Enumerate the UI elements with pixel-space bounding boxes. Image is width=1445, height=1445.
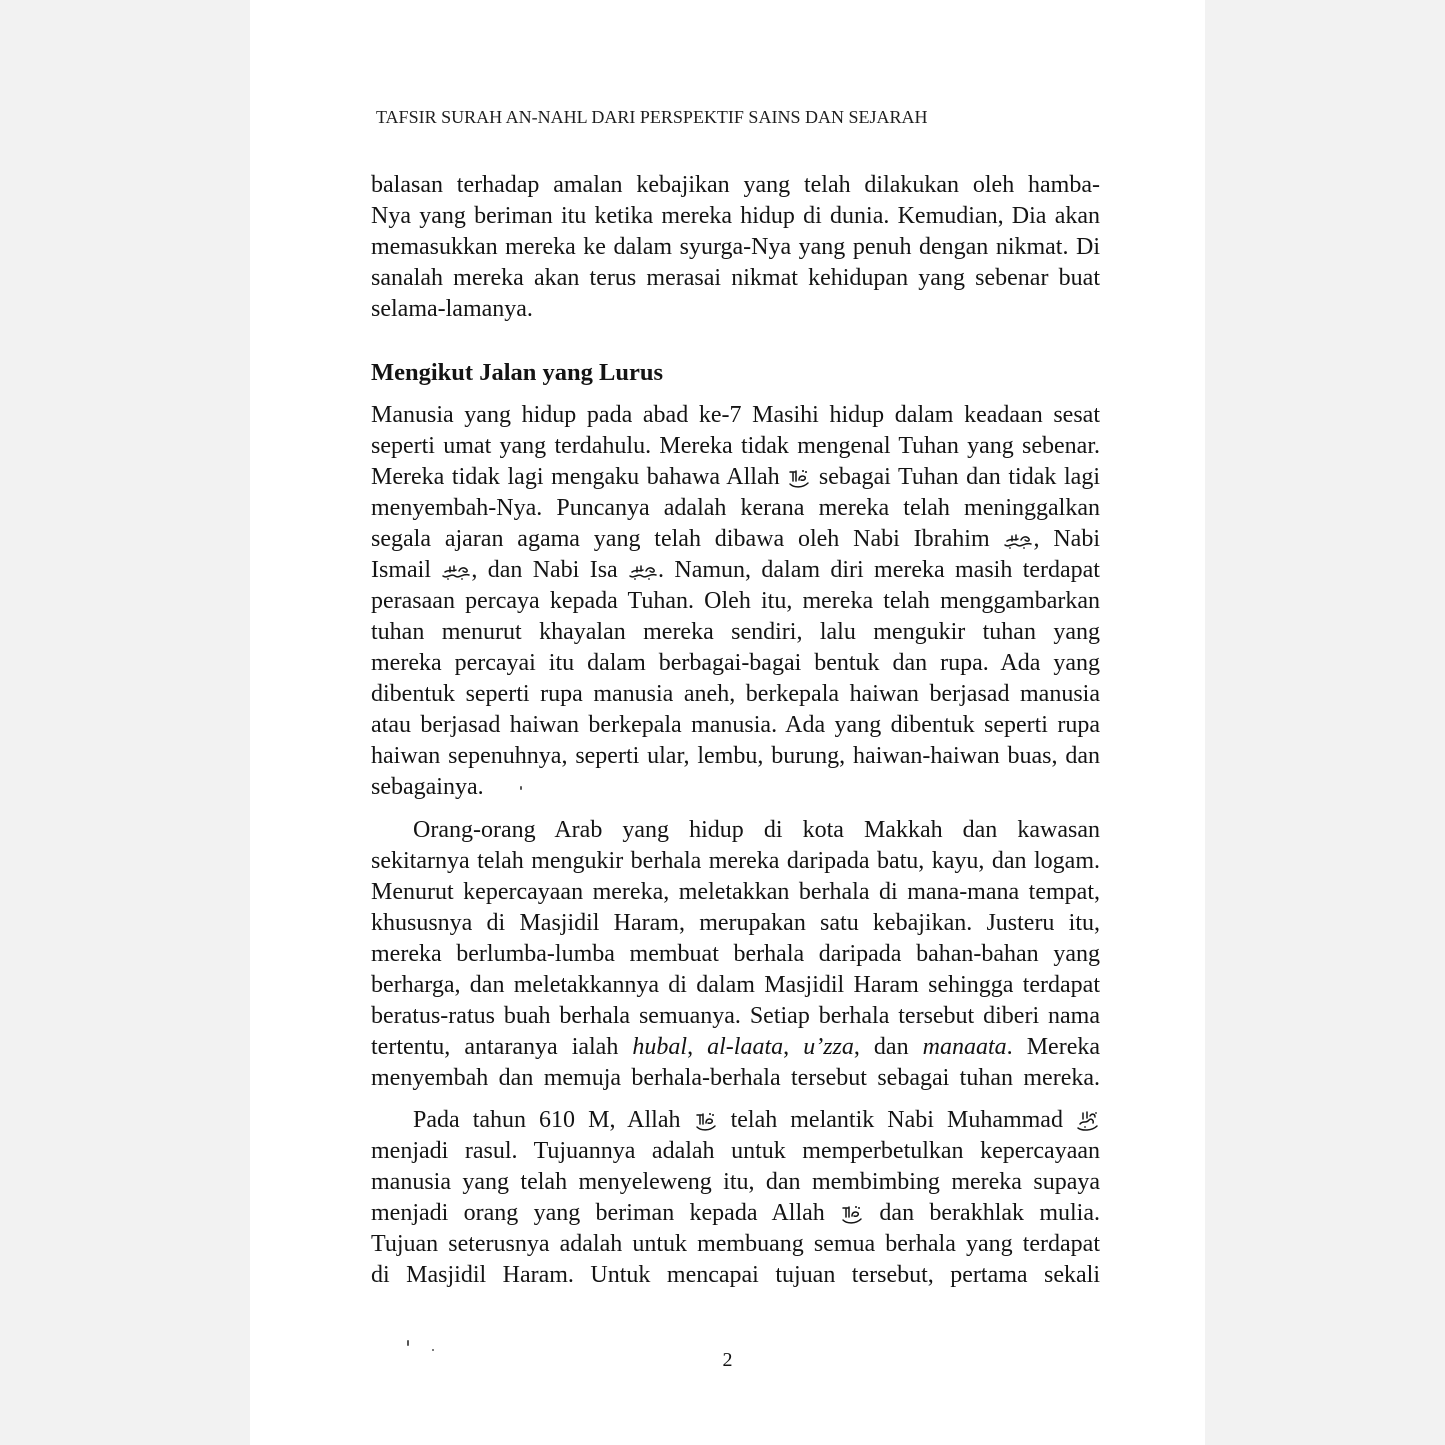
- text-segment: . Namun, dalam diri mereka masih terdapat: [658, 557, 1100, 583]
- text-line: Manusia yang hidup pada abad ke-7 Masihi hidup dalam keadaan sesat: [371, 402, 1100, 428]
- text-line: perasaan percaya kepada Tuhan. Oleh itu, mereka telah menggambarkan: [371, 588, 1100, 614]
- text-segment: menjadi orang yang beriman kepada Allah: [371, 1200, 841, 1226]
- text-segment: , dan Nabi Isa: [471, 557, 629, 583]
- text-segment: , Nabi: [1033, 526, 1100, 552]
- text-segment: . Mereka: [1006, 1034, 1101, 1060]
- text-line: menyembah dan memuja berhala-berhala tersebut sebagai tuhan mereka.: [371, 1065, 1100, 1091]
- text-line: [371, 524, 1100, 555]
- scan-speck: [407, 1340, 409, 1346]
- text-line: menjadi rasul. Tujuannya adalah untuk memperbetulkan kepercayaan: [371, 1138, 1100, 1164]
- text-line: haiwan sepenuhnya, seperti ular, lembu, burung, haiwan-haiwan buas, dan: [371, 743, 1100, 769]
- alayhi-salam-honorific-icon: [628, 562, 658, 582]
- text-segment: ,: [783, 1034, 804, 1060]
- text-line: Orang-orang Arab yang hidup di kota Makkah dan kawasan: [413, 817, 1100, 843]
- page-number: 2: [722, 1349, 733, 1371]
- paragraph: [371, 1105, 1100, 1291]
- text-line: berharga, dan meletakkannya di dalam Masjidil Haram sehingga terdapat: [371, 972, 1100, 998]
- text-line: Nya yang beriman itu ketika mereka hidup di dunia. Kemudian, Dia akan: [371, 203, 1100, 229]
- text-line: khususnya di Masjidil Haram, merupakan satu kebajikan. Justeru itu,: [371, 910, 1100, 936]
- text-line: sanalah mereka akan terus merasai nikmat kehidupan yang sebenar buat: [371, 265, 1100, 291]
- text-line: sebagainya.: [371, 774, 484, 800]
- scan-speck: [432, 1349, 434, 1351]
- scan-speck: [520, 786, 522, 790]
- text-segment: segala ajaran agama yang telah dibawa oleh Nabi Ibrahim: [371, 526, 1004, 552]
- text-line: [371, 1198, 1100, 1229]
- italic-term: u’zza: [803, 1034, 854, 1060]
- running-header: TAFSIR SURAH AN-NAHL DARI PERSPEKTIF SAINS DAN SEJARAH: [376, 107, 928, 127]
- text-segment: , dan: [853, 1034, 923, 1060]
- italic-term: hubal: [632, 1034, 688, 1060]
- text-segment: Mereka tidak lagi mengaku bahawa Allah: [371, 464, 788, 490]
- text-line: seperti umat yang terdahulu. Mereka tidak mengenal Tuhan yang sebenar.: [371, 433, 1100, 459]
- alayhi-salam-honorific-icon: [441, 562, 471, 582]
- text-line: mereka percayai itu dalam berbagai-bagai bentuk dan rupa. Ada yang: [371, 650, 1100, 676]
- text-segment: dan berakhlak mulia.: [864, 1200, 1100, 1226]
- text-line: [371, 1032, 1100, 1063]
- subhanahu-wa-taala-honorific-icon: [787, 467, 811, 489]
- section-heading: Mengikut Jalan yang Lurus: [371, 359, 664, 386]
- text-line: Menurut kepercayaan mereka, meletakkan berhala di mana-mana tempat,: [371, 879, 1100, 905]
- text-segment: Pada tahun 610 M, Allah: [413, 1107, 694, 1133]
- text-line: [371, 462, 1100, 493]
- alayhi-salam-honorific-icon: [1003, 531, 1033, 551]
- text-line: beratus-ratus buah berhala semuanya. Setiap berhala tersebut diberi nama: [371, 1003, 1100, 1029]
- sallallahu-alayhi-wasallam-honorific-icon: [1076, 1110, 1100, 1132]
- text-line: mereka berlumba-lumba membuat berhala daripada bahan-bahan yang: [371, 941, 1100, 967]
- text-line: [371, 555, 1100, 586]
- text-line: selama-lamanya.: [371, 296, 533, 322]
- text-segment: tertentu, antaranya ialah: [371, 1034, 633, 1060]
- text-line: [371, 1105, 1100, 1136]
- subhanahu-wa-taala-honorific-icon: [840, 1203, 864, 1225]
- text-line: di Masjidil Haram. Untuk mencapai tujuan tersebut, pertama sekali: [371, 1262, 1100, 1288]
- text-segment: telah melantik Nabi Muhammad: [717, 1107, 1076, 1133]
- italic-term: manaata: [922, 1034, 1007, 1060]
- subhanahu-wa-taala-honorific-icon: [694, 1110, 718, 1132]
- paragraph: [371, 170, 1100, 325]
- text-line: manusia yang telah menyeleweng itu, dan membimbing mereka supaya: [371, 1169, 1100, 1195]
- text-line: Tujuan seterusnya adalah untuk membuang semua berhala yang terdapat: [371, 1231, 1100, 1257]
- text-line: menyembah-Nya. Puncanya adalah kerana mereka telah meninggalkan: [371, 495, 1100, 521]
- text-line: memasukkan mereka ke dalam syurga-Nya yang penuh dengan nikmat. Di: [371, 234, 1100, 260]
- text-segment: ,: [687, 1034, 708, 1060]
- italic-term: al-laata: [707, 1034, 784, 1060]
- text-segment: sebagai Tuhan dan tidak lagi: [811, 464, 1100, 490]
- text-line: dibentuk seperti rupa manusia aneh, berkepala haiwan berjasad manusia: [371, 681, 1100, 707]
- text-line: balasan terhadap amalan kebajikan yang telah dilakukan oleh hamba-: [371, 172, 1100, 198]
- paragraph: [371, 815, 1100, 1094]
- text-line: sekitarnya telah mengukir berhala mereka daripada batu, kayu, dan logam.: [371, 848, 1100, 874]
- text-segment: Ismail: [371, 557, 442, 583]
- page-body: [371, 170, 1100, 1291]
- text-line: atau berjasad haiwan berkepala manusia. Ada yang dibentuk seperti rupa: [371, 712, 1100, 738]
- text-line: tuhan menurut khayalan mereka sendiri, lalu mengukir tuhan yang: [371, 619, 1100, 645]
- paragraph: [371, 400, 1100, 803]
